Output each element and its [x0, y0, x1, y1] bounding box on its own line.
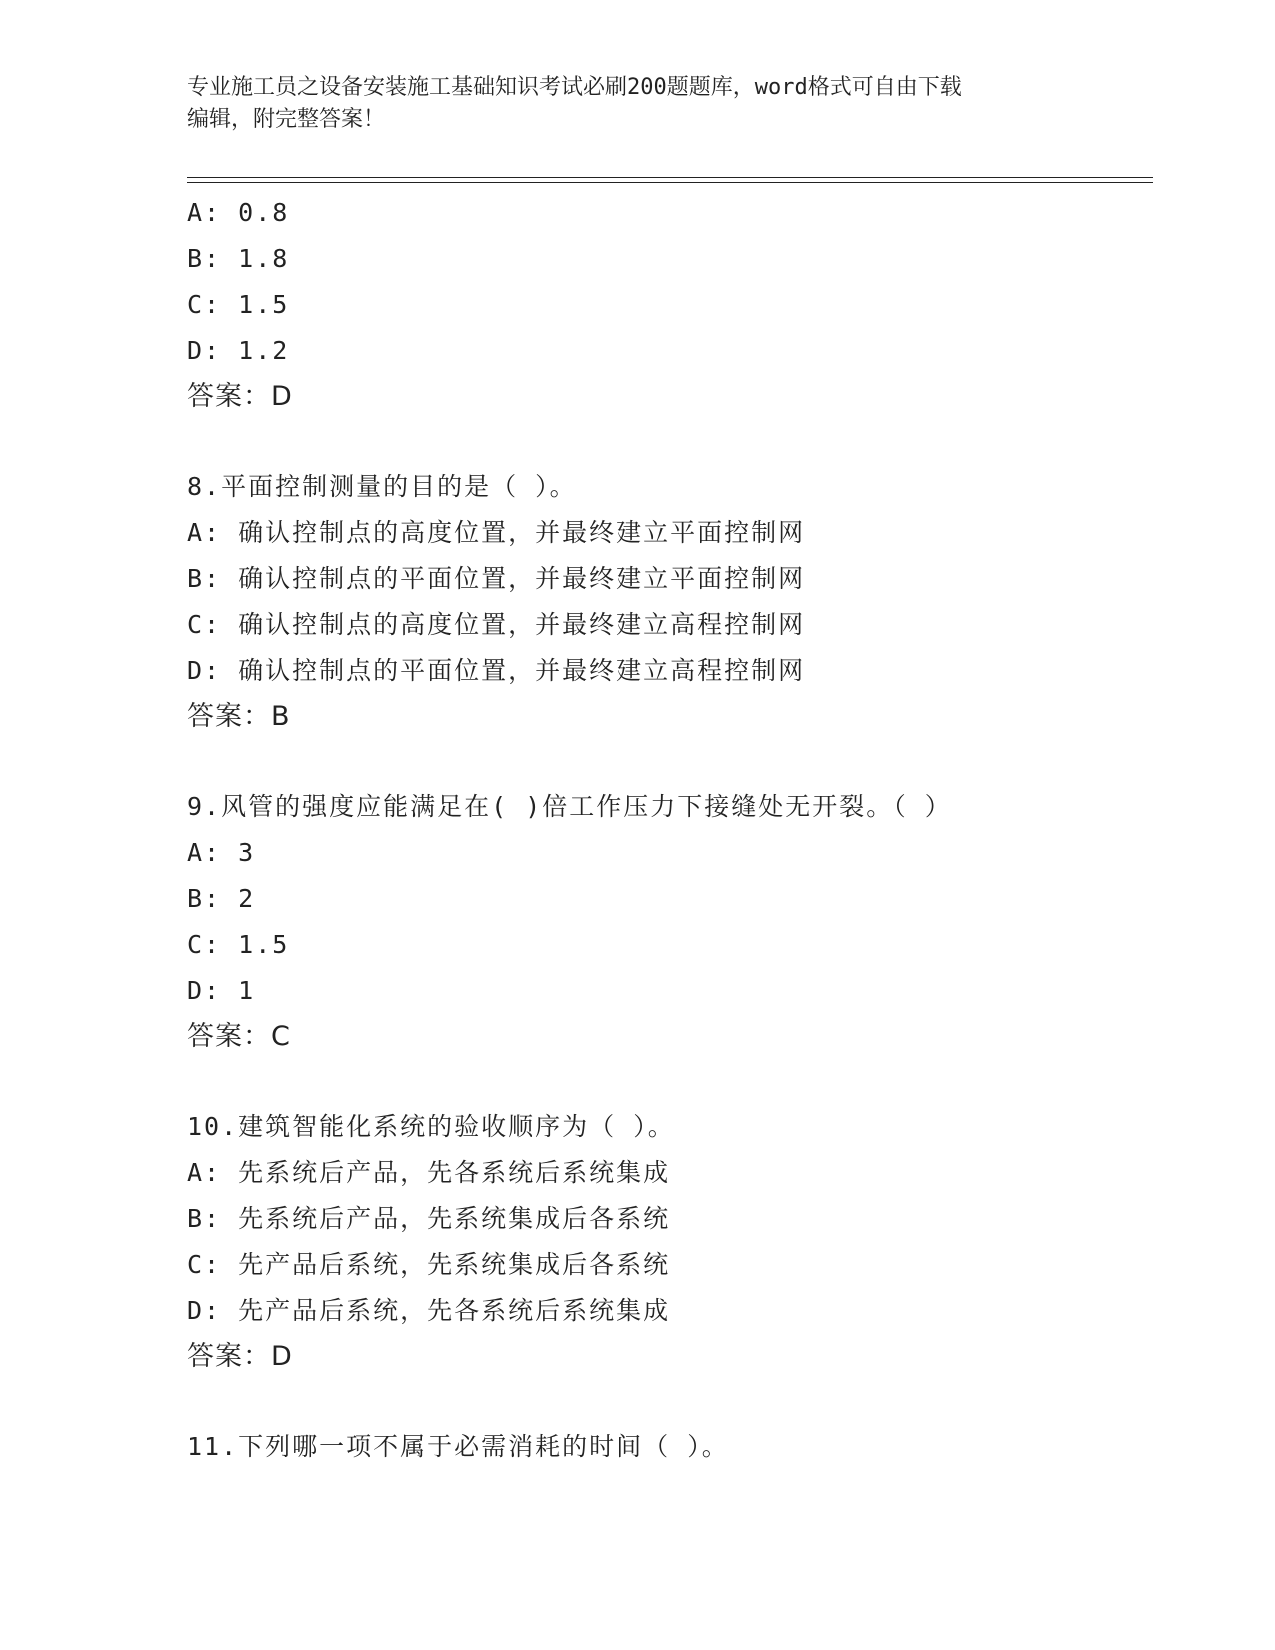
- question-text: 11.下列哪一项不属于必需消耗的时间（ ）。: [187, 1432, 729, 1461]
- option-c: C: 确认控制点的高度位置，并最终建立高程控制网: [187, 610, 806, 639]
- option-b: B: 1.8: [187, 244, 290, 273]
- header-title-line2: 编辑，附完整答案！: [187, 107, 386, 132]
- question-block-7: [187, 190, 1153, 420]
- option-a: A: 0.8: [187, 198, 290, 227]
- question-text: 9.风管的强度应能满足在( )倍工作压力下接缝处无开裂。（ ）: [187, 792, 952, 821]
- spacer: [187, 1060, 1153, 1104]
- question-block-8: [187, 464, 1153, 740]
- header-title-line1: 专业施工员之设备安装施工基础知识考试必刷200题题库，word格式可自由下载: [187, 75, 962, 100]
- spacer: [187, 740, 1153, 784]
- option-d: D: 1.2: [187, 336, 290, 365]
- question-block-9: [187, 784, 1153, 1060]
- option-c: C: 1.5: [187, 930, 290, 959]
- option-d: D: 先产品后系统，先各系统后系统集成: [187, 1296, 671, 1325]
- document-header: [187, 72, 1087, 136]
- header-divider-top: [187, 177, 1153, 178]
- answer-text: 答案：B: [187, 701, 291, 732]
- option-d: D: 1: [187, 976, 256, 1005]
- question-text: 8.平面控制测量的目的是（ ）。: [187, 472, 577, 501]
- option-a: A: 3: [187, 838, 256, 867]
- option-a: A: 先系统后产品，先各系统后系统集成: [187, 1158, 671, 1187]
- answer-text: 答案：C: [187, 1021, 291, 1052]
- answer-text: 答案：D: [187, 1341, 293, 1372]
- option-a: A: 确认控制点的高度位置，并最终建立平面控制网: [187, 518, 806, 547]
- header-divider-bottom: [187, 182, 1153, 183]
- option-c: C: 1.5: [187, 290, 290, 319]
- option-d: D: 确认控制点的平面位置，并最终建立高程控制网: [187, 656, 806, 685]
- option-b: B: 2: [187, 884, 256, 913]
- question-text: 10.建筑智能化系统的验收顺序为（ ）。: [187, 1112, 675, 1141]
- spacer: [187, 1380, 1153, 1424]
- option-b: B: 先系统后产品，先系统集成后各系统: [187, 1204, 671, 1233]
- question-list: [187, 190, 1153, 1470]
- option-b: B: 确认控制点的平面位置，并最终建立平面控制网: [187, 564, 806, 593]
- option-c: C: 先产品后系统，先系统集成后各系统: [187, 1250, 671, 1279]
- question-block-11: [187, 1424, 1153, 1470]
- spacer: [187, 420, 1153, 464]
- question-block-10: [187, 1104, 1153, 1380]
- answer-text: 答案：D: [187, 381, 293, 412]
